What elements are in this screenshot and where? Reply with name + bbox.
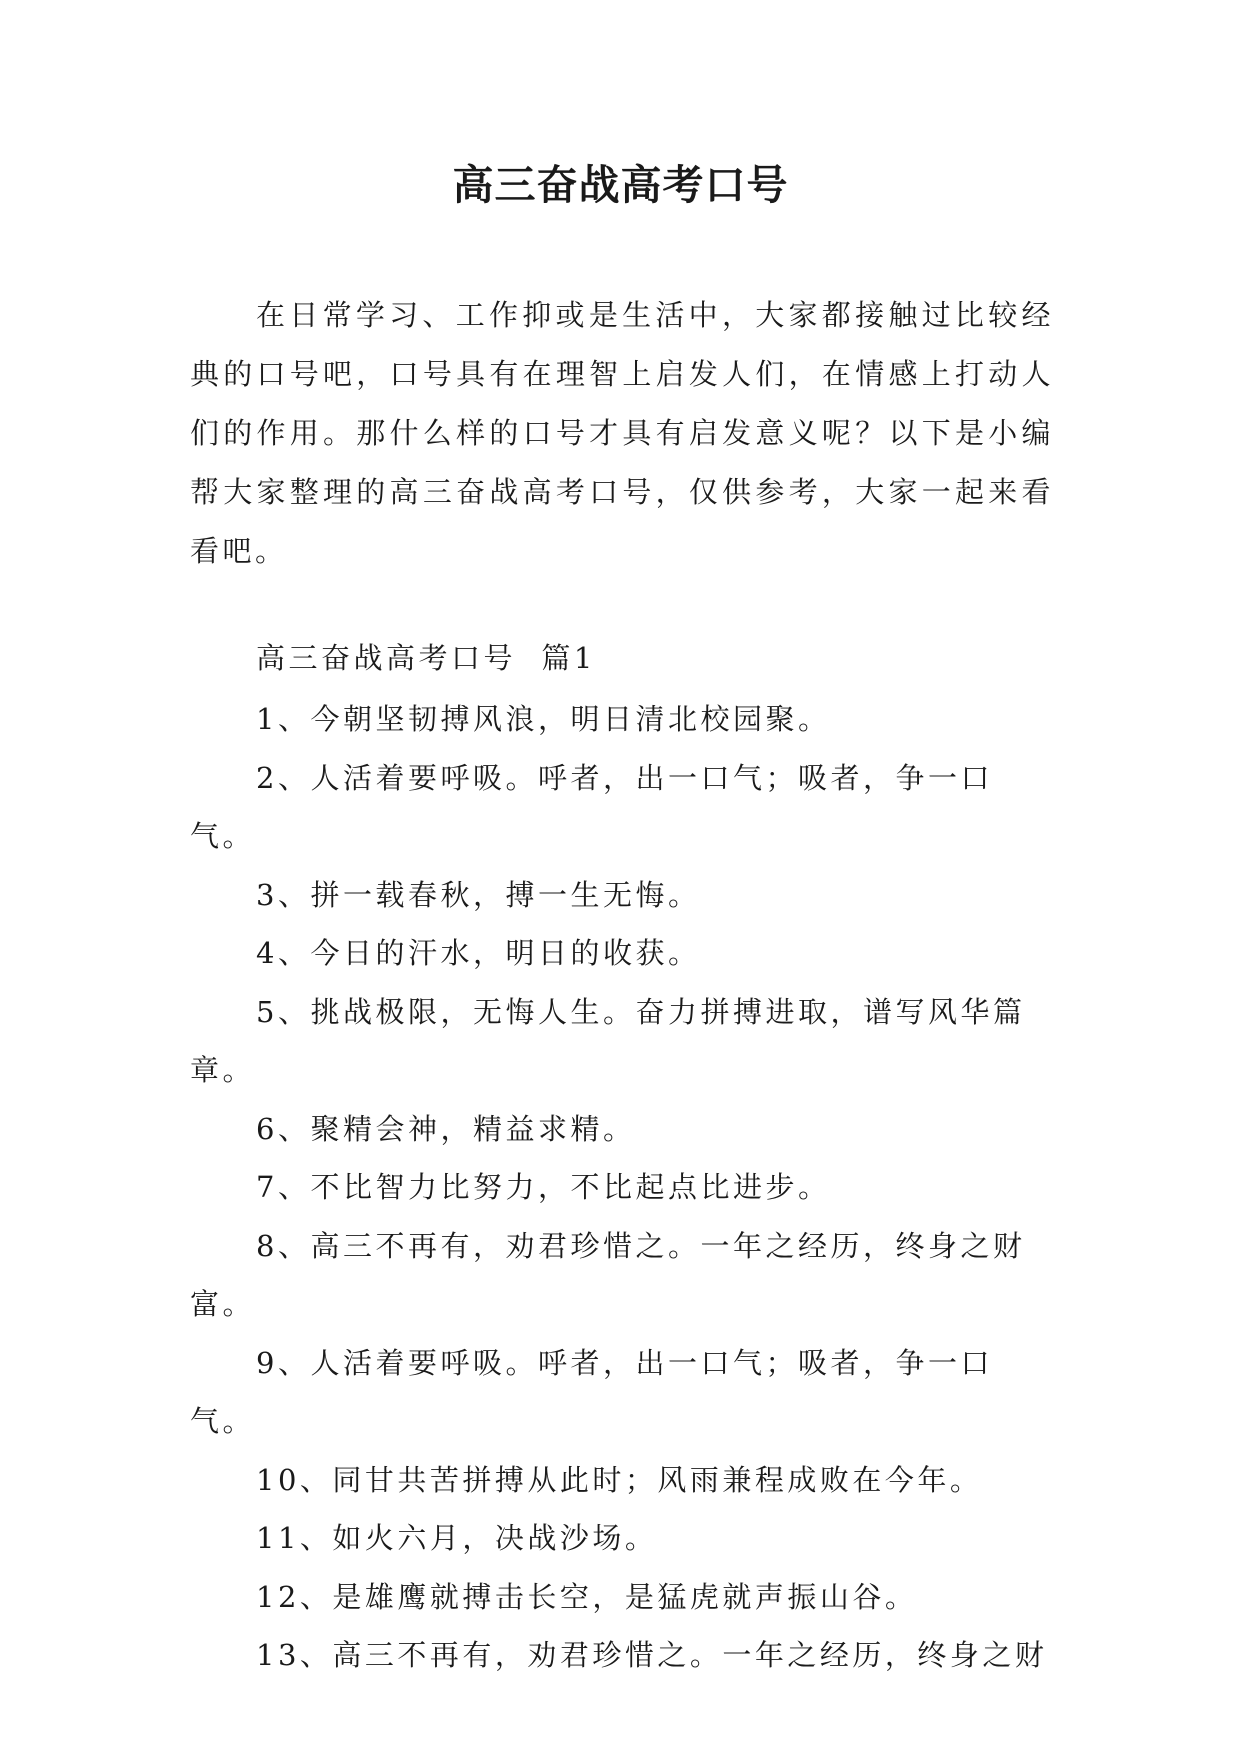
slogan-item: 13、高三不再有，劝君珍惜之。一年之经历，终身之财: [256, 1638, 1048, 1672]
slogan-item: 11、如火六月，决战沙场。: [256, 1521, 658, 1555]
slogan-item: 7、不比智力比努力，不比起点比进步。: [256, 1170, 831, 1204]
slogan-item: 4、今日的汗水，明日的收获。: [256, 936, 701, 970]
slogan-item: 12、是雄鹰就搏击长空，是猛虎就声振山谷。: [256, 1579, 918, 1614]
slogan-item: 10、同甘共苦拼搏从此时；风雨兼程成败在今年。: [256, 1462, 983, 1497]
slogan-list: [190, 690, 1054, 1685]
slogan-item: 3、拼一载春秋，搏一生无悔。: [256, 877, 701, 912]
slogan-item: 5、挑战极限，无悔人生。奋力拼搏进取，谱写风华篇章。: [190, 994, 1026, 1087]
intro-paragraph: 在日常学习、工作抑或是生活中，大家都接触过比较经典的口号吧，口号具有在理智上启发人们，在情感上打动人们的作用。那什么样的口号才具有启发意义呢？以下是小编帮大家整理的高三奋战高考口号，仅供参考，大家一起来看看吧。: [190, 298, 1054, 568]
slogan-item: 9、人活着要呼吸。呼者，出一口气；吸者，争一口气。: [190, 1345, 993, 1438]
document-title: 高三奋战高考口号: [452, 161, 789, 209]
section-heading: 高三奋战高考口号 篇1: [256, 641, 596, 675]
slogan-item: 8、高三不再有，劝君珍惜之。一年之经历，终身之财富。: [190, 1228, 1026, 1321]
slogan-item: 2、人活着要呼吸。呼者，出一口气；吸者，争一口气。: [190, 760, 993, 853]
slogan-item: 1、今朝坚韧搏风浪，明日清北校园聚。: [256, 702, 831, 736]
slogan-item: 6、聚精会神，精益求精。: [256, 1111, 636, 1146]
